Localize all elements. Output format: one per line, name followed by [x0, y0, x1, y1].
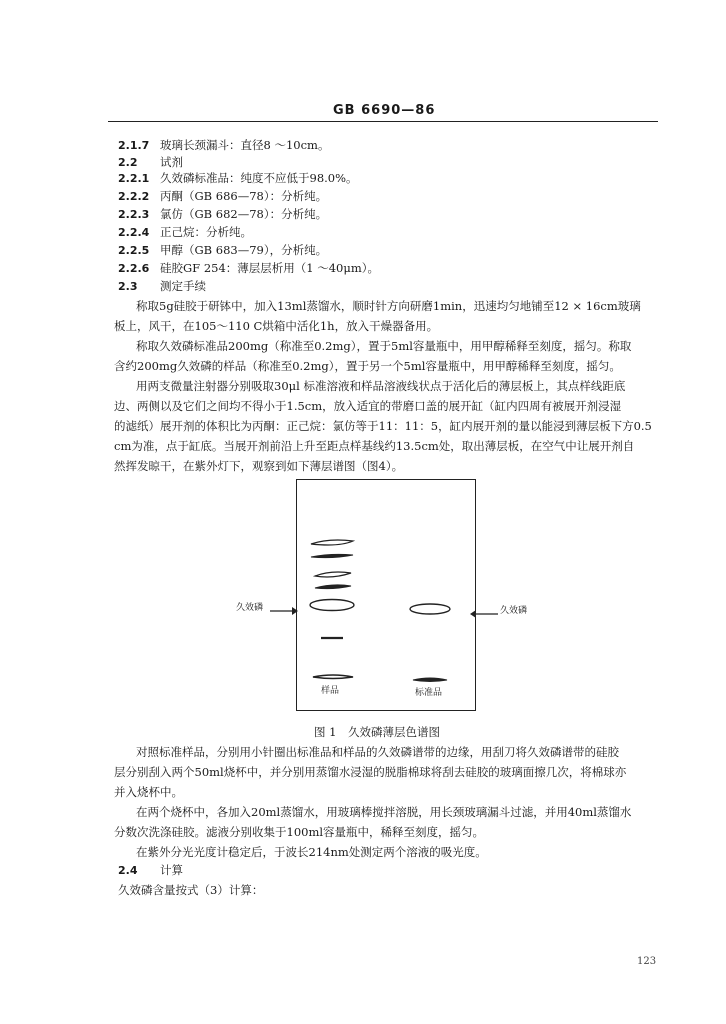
- item-2-2-3: 2.2.3 氯仿（GB 682—78）：分析纯。: [118, 207, 328, 221]
- lane-label-sample: 样品: [321, 686, 340, 696]
- item-2-2-4: 2.2.4 正己烷：分析纯。: [118, 225, 252, 239]
- left-arrow-icon: [270, 601, 298, 620]
- header-rule: [108, 121, 658, 122]
- spot-sample-4: [313, 583, 353, 591]
- para5-line1: 在两个烧杯中，各加入20ml蒸馏水，用玻璃棒搅拌溶脱，用长颈玻璃漏斗过滤，并用40ml蒸馏水: [136, 805, 632, 819]
- right-arrow-icon: [470, 604, 498, 623]
- para2-line1: 称取久效磷标准品200mg（称准至0.2mg），置于5ml容量瓶中，用甲醇稀释至刻度，摇匀。称取: [136, 339, 632, 353]
- para6-line1: 在紫外分光光度计稳定后，于波长214nm处测定两个溶液的吸光度。: [136, 845, 487, 859]
- para7: 久效磷含量按式（3）计算：: [118, 883, 264, 897]
- figure-caption: 图 1 久效磷薄层色谱图: [314, 725, 440, 739]
- para3-line5: 然挥发晾干，在紫外灯下，观察到如下薄层谱图（图4）。: [114, 459, 404, 473]
- para3-line1: 用两支微量注射器分别吸取30μl 标准溶液和样品溶液线状点于活化后的薄层板上，其点样线距底: [136, 379, 626, 393]
- para4-line3: 并入烧杯中。: [114, 785, 183, 799]
- right-spot-label: 久效磷: [500, 606, 528, 616]
- spot-sample-monocrotophos: [307, 598, 357, 612]
- para3-line4: cm为准，点于缸底。当展开剂前沿上升至距点样基线约13.5cm处，取出薄层板，在空气中让展开剂自: [114, 439, 635, 453]
- item-2-3: 2.3 测定手续: [118, 279, 206, 293]
- item-2-2: 2.2 试剂: [118, 155, 183, 169]
- para4-line2: 层分别刮入两个50ml烧杯中，并分别用蒸馏水浸湿的脱脂棉球将刮去硅胶的玻璃面擦几次，将棉球亦: [114, 765, 627, 779]
- para2-line2: 含约200mg久效磷的样品（称准至0.2mg），置于另一个5ml容量瓶中，用甲醇稀释至刻度，摇匀。: [114, 359, 621, 373]
- spot-standard-monocrotophos: [407, 602, 453, 616]
- spot-standard-origin: [411, 676, 449, 684]
- para3-line2: 边、两侧以及它们之间均不得小于1.5cm，放入适宜的带磨口盖的展开缸（缸内四周有被展开剂浸湿: [114, 399, 622, 413]
- spot-sample-1: [309, 538, 355, 548]
- para5-line2: 分数次洗涤硅胶。滤液分别收集于100ml容量瓶中，稀释至刻度，摇匀。: [114, 825, 485, 839]
- item-2-2-2: 2.2.2 丙酮（GB 686—78）：分析纯。: [118, 189, 328, 203]
- item-2-2-5: 2.2.5 甲醇（GB 683—79），分析纯。: [118, 243, 328, 257]
- section-2-4: 2.4 计算: [118, 863, 183, 877]
- para1-line2: 板上，风干，在105～110 C烘箱中活化1h，放入干燥器备用。: [114, 319, 439, 333]
- para3-line3: 的滤纸）展开剂的体积比为丙酮：正己烷：氯仿等于11：11：5，缸内展开剂的量以能浸到薄层板下方0.5: [114, 419, 652, 433]
- para1-line1: 称取5g硅胶于研钵中，加入13ml蒸馏水，顺时针方向研磨1min，迅速均匀地铺至12 × 16cm玻璃: [136, 299, 641, 313]
- tlc-plate: [296, 479, 476, 711]
- page-number: 123: [637, 956, 657, 967]
- item-2-2-6: 2.2.6 硅胶GF 254：薄层层析用（1 ～40μm）。: [118, 261, 380, 275]
- lane-label-standard: 标准品: [415, 688, 443, 698]
- document-header: GB 6690—86: [333, 103, 436, 118]
- item-2-1-7: 2.1.7 玻璃长颈漏斗：直径8 ～10cm。: [118, 138, 330, 152]
- left-spot-label: 久效磷: [236, 603, 264, 613]
- spot-sample-2: [309, 552, 355, 560]
- item-2-2-1: 2.2.1 久效磷标准品：纯度不应低于98.0%。: [118, 171, 358, 185]
- spot-sample-5: [319, 635, 345, 641]
- spot-sample-origin: [311, 673, 355, 681]
- spot-sample-3: [313, 570, 353, 579]
- para4-line1: 对照标准样品，分别用小针圈出标准品和样品的久效磷谱带的边缘，用刮刀将久效磷谱带的硅胶: [136, 745, 619, 759]
